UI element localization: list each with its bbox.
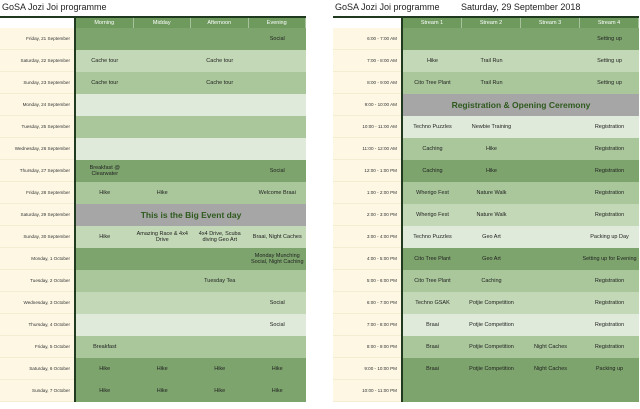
schedule-cell: Registration: [580, 270, 639, 292]
row-label: Friday, 28 September: [0, 182, 74, 204]
schedule-cell: Monday Munching Social, Night Caching: [249, 248, 307, 270]
schedule-row: [0, 292, 306, 314]
schedule-cell: [191, 336, 249, 358]
schedule-row: [333, 204, 639, 226]
schedule-cell: Trail Run: [462, 50, 521, 72]
schedule-cell: Setting up: [580, 50, 639, 72]
schedule-cell: [521, 160, 580, 182]
schedule-grid: [333, 28, 639, 402]
schedule-cell: [521, 182, 580, 204]
schedule-cell: [134, 94, 192, 116]
banner-cell: Registration & Opening Ceremony: [403, 94, 639, 116]
schedule-row: [333, 270, 639, 292]
banner-cell: This is the Big Event day: [76, 204, 306, 226]
schedule-cell: Social: [249, 314, 307, 336]
schedule-cell: Potjie Competition: [462, 314, 521, 336]
schedule-cell: [249, 270, 307, 292]
schedule-cell: Hike: [249, 358, 307, 380]
schedule-cell: Braai: [403, 314, 462, 336]
schedule-cell: Cito Tree Plant: [403, 270, 462, 292]
schedule-row: [333, 28, 639, 50]
schedule-cell: [191, 314, 249, 336]
schedule-cell: [191, 138, 249, 160]
schedule-cell: Registration: [580, 116, 639, 138]
schedule-row: [333, 182, 639, 204]
schedule-cell: Cache tour: [191, 72, 249, 94]
row-label: Wednesday, 26 September: [0, 138, 74, 160]
schedule-cell: Hike: [76, 226, 134, 248]
column-header: Stream 4: [580, 18, 639, 28]
schedule-cell: [580, 380, 639, 402]
row-label: 7:00 - 8:00 PM: [333, 314, 401, 336]
schedule-cell: Setting up for Evening: [580, 248, 639, 270]
column-header: Stream 3: [521, 18, 580, 28]
schedule-cell: [521, 28, 580, 50]
schedule-cell: Hike: [76, 182, 134, 204]
column-header: Evening: [249, 18, 307, 28]
row-label: Tuesday, 2 October: [0, 270, 74, 292]
row-label: Monday, 24 September: [0, 94, 74, 116]
column-headers: [333, 18, 639, 28]
schedule-cell: Setting up: [580, 28, 639, 50]
schedule-row: [333, 292, 639, 314]
schedule-cell: Hike: [134, 380, 192, 402]
schedule-row: [0, 28, 306, 50]
schedule-row: [333, 380, 639, 402]
schedule-cell: Registration: [580, 138, 639, 160]
schedule-cell: Breakfast @ Clearwater: [76, 160, 134, 182]
schedule-row: [333, 336, 639, 358]
schedule-cell: [191, 160, 249, 182]
schedule-row: [333, 358, 639, 380]
schedule-cell: [191, 248, 249, 270]
schedule-cell: Hike: [134, 182, 192, 204]
schedule-cell: Hike: [462, 160, 521, 182]
row-label: 4:00 - 5:00 PM: [333, 248, 401, 270]
schedule-cell: Braai: [403, 358, 462, 380]
schedule-cell: [76, 292, 134, 314]
schedule-cell: [191, 292, 249, 314]
row-label: 10:00 - 11:00 PM: [333, 380, 401, 402]
schedule-cell: [134, 138, 192, 160]
schedule-cell: Hike: [403, 50, 462, 72]
schedule-cell: [134, 292, 192, 314]
row-label: 6:00 - 7:00 AM: [333, 28, 401, 50]
schedule-cell: Cito Tree Plant: [403, 248, 462, 270]
row-label: 11:00 - 12:00 AM: [333, 138, 401, 160]
schedule-cell: [134, 28, 192, 50]
row-label: 12:00 - 1:00 PM: [333, 160, 401, 182]
schedule-cell: Hike: [76, 380, 134, 402]
schedule-cell: Night Caches: [521, 336, 580, 358]
schedule-cell: Techno Puzzles: [403, 116, 462, 138]
schedule-cell: Braai: [403, 336, 462, 358]
row-label: Wednesday, 3 October: [0, 292, 74, 314]
schedule-cell: Techno GSAK: [403, 292, 462, 314]
schedule-cell: [521, 138, 580, 160]
schedule-cell: [76, 314, 134, 336]
schedule-row: [0, 248, 306, 270]
schedule-cell: Cache tour: [76, 50, 134, 72]
row-label: 9:00 - 10:00 AM: [333, 94, 401, 116]
schedule-row: [0, 358, 306, 380]
schedule-cell: Hike: [462, 138, 521, 160]
schedule-row: [0, 72, 306, 94]
schedule-row: [0, 160, 306, 182]
schedule-cell: Social: [249, 28, 307, 50]
schedule-cell: Wherigo Fest: [403, 182, 462, 204]
schedule-cell: Social: [249, 160, 307, 182]
schedule-cell: Packing up Day: [580, 226, 639, 248]
schedule-cell: [521, 204, 580, 226]
schedule-row: [333, 160, 639, 182]
schedule-cell: [521, 226, 580, 248]
row-label: Thursday, 27 September: [0, 160, 74, 182]
column-headers: [0, 18, 306, 28]
schedule-cell: [521, 72, 580, 94]
schedule-cell: Hike: [249, 380, 307, 402]
schedule-cell: Hike: [191, 380, 249, 402]
schedule-row: [0, 116, 306, 138]
row-label: Friday, 21 September: [0, 28, 74, 50]
schedule-row: [0, 270, 306, 292]
schedule-cell: Caching: [403, 160, 462, 182]
schedule-cell: Geo Art: [462, 248, 521, 270]
row-label: 8:00 - 9:00 AM: [333, 72, 401, 94]
schedule-cell: [134, 160, 192, 182]
schedule-cell: Hike: [76, 358, 134, 380]
schedule-cell: Nature Walk: [462, 182, 521, 204]
schedule-cell: Tuesday Tea: [191, 270, 249, 292]
event-day-schedule-panel: [333, 0, 639, 409]
schedule-cell: Cito Tree Plant: [403, 72, 462, 94]
day-schedule-panel: [0, 0, 306, 409]
schedule-row: [0, 94, 306, 116]
schedule-cell: Social: [249, 292, 307, 314]
row-label: Saturday, 6 October: [0, 358, 74, 380]
row-label: 8:00 - 9:00 PM: [333, 336, 401, 358]
row-label: 10:00 - 11:00 AM: [333, 116, 401, 138]
column-header: Afternoon: [191, 18, 249, 28]
schedule-cell: [76, 94, 134, 116]
schedule-cell: [191, 28, 249, 50]
schedule-cell: [191, 116, 249, 138]
row-label: Saturday, 22 September: [0, 50, 74, 72]
schedule-cell: Geo Art: [462, 226, 521, 248]
row-label: 3:00 - 4:00 PM: [333, 226, 401, 248]
schedule-cell: [76, 270, 134, 292]
schedule-cell: [191, 94, 249, 116]
page-title: GoSA Jozi Joi programme: [2, 2, 107, 12]
schedule-cell: [521, 314, 580, 336]
column-header: Stream 1: [403, 18, 462, 28]
schedule-cell: Night Caches: [521, 358, 580, 380]
row-label: Friday, 5 October: [0, 336, 74, 358]
schedule-cell: Registration: [580, 182, 639, 204]
page-title: GoSA Jozi Joi programme: [335, 2, 440, 12]
row-label: Tuesday, 25 September: [0, 116, 74, 138]
schedule-cell: Wherigo Fest: [403, 204, 462, 226]
schedule-row: [0, 336, 306, 358]
row-label: 1:00 - 2:00 PM: [333, 182, 401, 204]
schedule-cell: [249, 94, 307, 116]
schedule-cell: Caching: [403, 138, 462, 160]
schedule-cell: [462, 28, 521, 50]
schedule-cell: [462, 380, 521, 402]
column-header: Midday: [134, 18, 192, 28]
schedule-grid: [0, 28, 306, 402]
schedule-cell: [403, 28, 462, 50]
schedule-cell: [76, 138, 134, 160]
schedule-cell: [134, 72, 192, 94]
schedule-cell: [521, 292, 580, 314]
schedule-cell: [521, 270, 580, 292]
schedule-cell: Techno Puzzles: [403, 226, 462, 248]
schedule-row: [333, 138, 639, 160]
header-spacer: [0, 18, 74, 28]
row-label: Monday, 1 October: [0, 248, 74, 270]
schedule-row: [333, 72, 639, 94]
schedule-cell: [249, 50, 307, 72]
schedule-cell: Registration: [580, 204, 639, 226]
schedule-row: [333, 226, 639, 248]
schedule-cell: Caching: [462, 270, 521, 292]
schedule-cell: Setting up: [580, 72, 639, 94]
schedule-cell: Potjie Competition: [462, 358, 521, 380]
schedule-cell: Hike: [134, 358, 192, 380]
row-label: 2:00 - 3:00 PM: [333, 204, 401, 226]
schedule-row: [333, 50, 639, 72]
row-label: Sunday, 7 October: [0, 380, 74, 402]
schedule-row: [0, 226, 306, 248]
schedule-cell: Cache tour: [191, 50, 249, 72]
schedule-cell: [249, 116, 307, 138]
schedule-row: [333, 116, 639, 138]
schedule-cell: [134, 270, 192, 292]
schedule-cell: [76, 28, 134, 50]
schedule-row: [0, 182, 306, 204]
schedule-cell: [134, 50, 192, 72]
schedule-row: [333, 94, 639, 116]
schedule-cell: Nature Walk: [462, 204, 521, 226]
schedule-row: [333, 248, 639, 270]
schedule-row: [0, 138, 306, 160]
schedule-cell: Cache tour: [76, 72, 134, 94]
schedule-cell: [521, 380, 580, 402]
schedule-cell: Potjie Competition: [462, 336, 521, 358]
schedule-cell: Registration: [580, 160, 639, 182]
schedule-cell: [134, 116, 192, 138]
schedule-row: [333, 314, 639, 336]
row-label: 6:00 - 7:00 PM: [333, 292, 401, 314]
schedule-row: [0, 380, 306, 402]
schedule-cell: [249, 336, 307, 358]
schedule-cell: [76, 116, 134, 138]
schedule-cell: Trail Run: [462, 72, 521, 94]
schedule-cell: [76, 248, 134, 270]
schedule-cell: Registration: [580, 314, 639, 336]
event-date: Saturday, 29 September 2018: [461, 2, 581, 12]
schedule-cell: Packing up: [580, 358, 639, 380]
schedule-cell: Welcome Braai: [249, 182, 307, 204]
schedule-cell: [134, 336, 192, 358]
schedule-cell: [134, 314, 192, 336]
schedule-cell: 4x4 Drive, Scuba diving Geo Art: [191, 226, 249, 248]
schedule-cell: Amazing Race & 4x4 Drive: [134, 226, 192, 248]
schedule-cell: [403, 380, 462, 402]
row-label: 7:00 - 8:00 AM: [333, 50, 401, 72]
schedule-cell: Registration: [580, 336, 639, 358]
schedule-row: [0, 314, 306, 336]
schedule-cell: Braai, Night Caches: [249, 226, 307, 248]
schedule-cell: Breakfast: [76, 336, 134, 358]
schedule-cell: Hike: [191, 358, 249, 380]
header-spacer: [333, 18, 401, 28]
row-label: Sunday, 23 September: [0, 72, 74, 94]
schedule-cell: [134, 248, 192, 270]
schedule-cell: [521, 50, 580, 72]
schedule-cell: Newbie Training: [462, 116, 521, 138]
schedule-row: [0, 204, 306, 226]
column-header: Stream 2: [462, 18, 521, 28]
schedule-cell: [521, 116, 580, 138]
schedule-cell: [249, 72, 307, 94]
schedule-cell: [249, 138, 307, 160]
column-header: Morning: [76, 18, 134, 28]
row-label: 9:00 - 10:00 PM: [333, 358, 401, 380]
row-label: 5:00 - 6:00 PM: [333, 270, 401, 292]
schedule-row: [0, 50, 306, 72]
schedule-cell: [521, 248, 580, 270]
schedule-cell: Registration: [580, 292, 639, 314]
schedule-cell: [191, 182, 249, 204]
row-label: Saturday, 29 September: [0, 204, 74, 226]
schedule-cell: Potjie Competition: [462, 292, 521, 314]
row-label: Thursday, 4 October: [0, 314, 74, 336]
row-label: Sunday, 30 September: [0, 226, 74, 248]
